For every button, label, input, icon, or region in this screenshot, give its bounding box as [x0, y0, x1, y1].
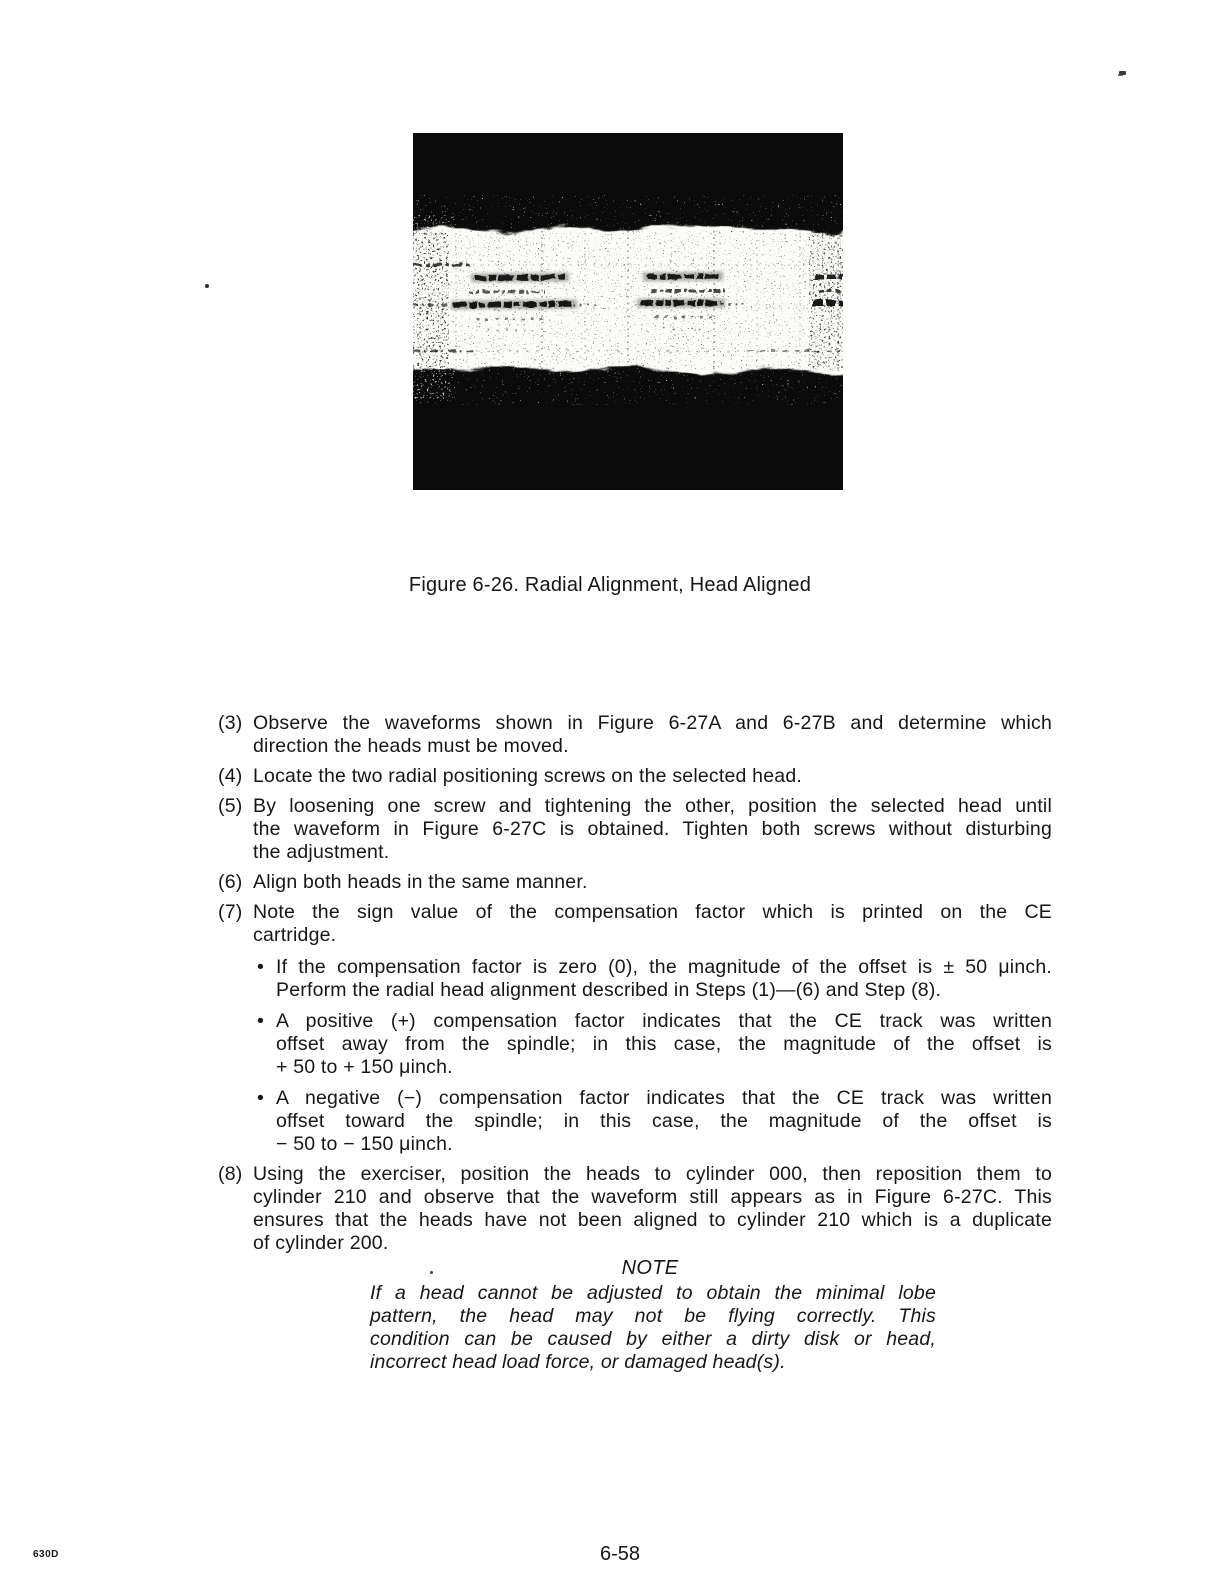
step-number: (8) — [218, 1163, 243, 1185]
bullet-item — [253, 1087, 1052, 1156]
note-heading: NOTE — [621, 1257, 679, 1279]
step-item-4 — [218, 765, 1052, 788]
bullet-text: A positive (+) compensation factor indicates that the CE track was written offset away from the spindle; in this case, the magnitude of the offset is + 50 to + 150 μinch. — [276, 1010, 1052, 1078]
step-item-3 — [218, 712, 1052, 758]
footer-page-number: 6-58 — [599, 1543, 641, 1565]
footer-doc-code: 630D — [33, 1549, 59, 1560]
step-item-5 — [218, 795, 1052, 864]
step-number: (5) — [218, 795, 243, 817]
step-text: Align both heads in the same manner. — [253, 871, 588, 893]
step-number: (3) — [218, 712, 243, 734]
figure-caption: Figure 6-26. Radial Alignment, Head Aligned — [408, 574, 812, 596]
step-number: (7) — [218, 901, 243, 923]
bullet-item — [253, 1010, 1052, 1079]
print-speck — [205, 284, 209, 288]
bullet-text: If the compensation factor is zero (0), the magnitude of the offset is ± 50 μinch. Perform the radial head alignment described in Steps (1)—(6) and Step (8). — [276, 956, 1052, 1001]
step-text: Observe the waveforms shown in Figure 6-27A and 6-27B and determine which direction the heads must be moved. — [253, 712, 1052, 757]
step-7-bullets — [253, 956, 1052, 1156]
note-body: If a head cannot be adjusted to obtain the minimal lobe pattern, the head may not be flying correctly. This condition can be caused by either a dirty disk or head, incorrect head load force, or damaged head(s). — [370, 1282, 936, 1373]
figure-6-26-photo — [413, 133, 843, 490]
procedure-steps — [218, 712, 1052, 1262]
print-speck — [430, 1271, 433, 1274]
bullet-icon: • — [257, 1010, 265, 1032]
step-item-8 — [218, 1163, 1052, 1255]
bullet-item — [253, 956, 1052, 1002]
bullet-icon: • — [257, 1087, 265, 1109]
step-text: By loosening one screw and tightening the other, position the selected head until the waveform in Figure 6-27C is obtained. Tighten both screws without disturbing the adjustment. — [253, 795, 1052, 863]
bullet-icon: • — [257, 956, 265, 978]
oscilloscope-photo — [413, 133, 843, 490]
step-item-7 — [218, 901, 1052, 1156]
step-text: Locate the two radial positioning screws on the selected head. — [253, 765, 802, 787]
step-number: (4) — [218, 765, 243, 787]
bullet-text: A negative (−) compensation factor indicates that the CE track was written offset toward the spindle; in this case, the magnitude of the offset is − 50 to − 150 μinch. — [276, 1087, 1052, 1155]
step-item-6 — [218, 871, 1052, 894]
step-number: (6) — [218, 871, 243, 893]
step-text: Using the exerciser, position the heads to cylinder 000, then reposition them to cylinder 210 and observe that the waveform still appears as in Figure 6-27C. This ensures that the heads have not been aligned to cylinder 210 which is a duplicate of cylinder 200. — [253, 1163, 1052, 1254]
step-text: Note the sign value of the compensation factor which is printed on the CE cartridge. • If the compensation factor is zero (0), the magnitude of the offset is ± 50 μinch. Perform the radial head alignment described in Steps (1)—(6) and Step (8). • A positive (+) compensation factor indicates that the CE track was written offset away from the spindle; in this case, the magnitude of the offset is + 50 to + 150 μinch. • A negative (−) compensation factor indicates that the CE track was written offset toward the spindle; in this case, the magnitude of the offset is − 50 to − 150 μinch. — [253, 901, 1052, 1155]
print-speck — [1119, 71, 1126, 75]
